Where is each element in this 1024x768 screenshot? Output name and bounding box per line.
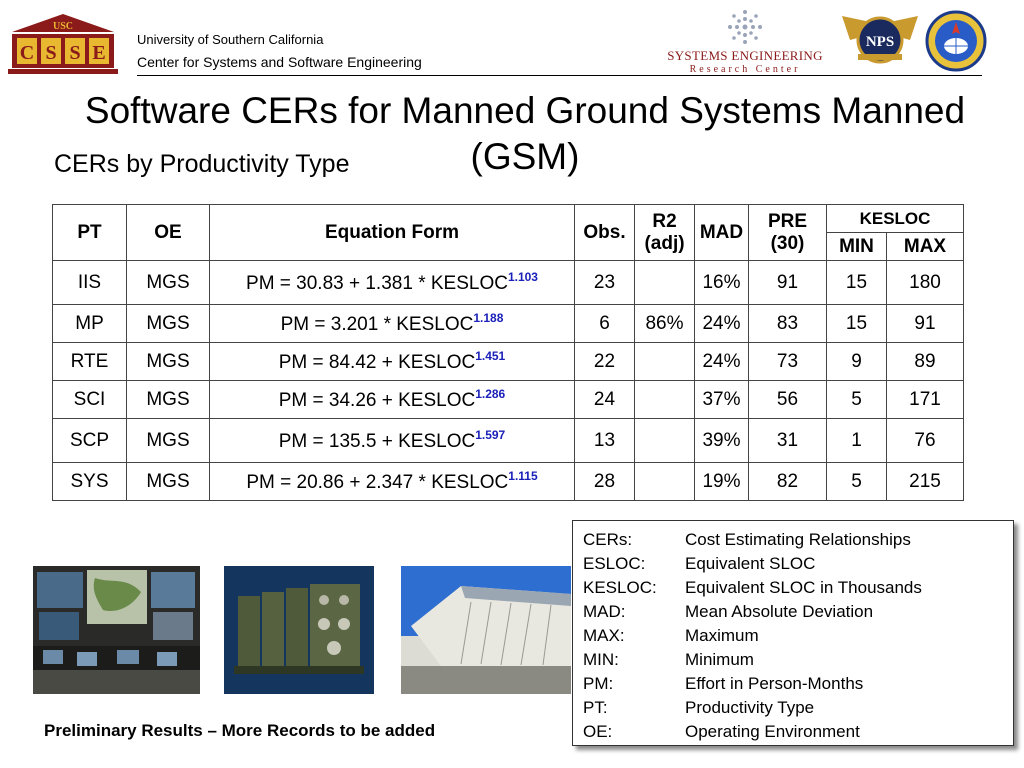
max-cell: 89 (887, 343, 964, 381)
header-r2 (635, 205, 695, 261)
r2-adj-cell (635, 463, 695, 501)
table-row (53, 381, 964, 419)
oe-cell: MGS (127, 381, 210, 419)
legend-item (583, 528, 1013, 552)
air-force-seal (925, 8, 987, 74)
serc-snowflake-icon (726, 8, 764, 46)
oe-cell: MGS (127, 343, 210, 381)
legend-item (583, 720, 1013, 744)
legend-abbreviation: CERs: (583, 530, 633, 549)
legend-definition: Maximum (685, 626, 759, 645)
legend-abbreviation: KESLOC: (583, 578, 657, 597)
obs-cell: 28 (575, 463, 635, 501)
equation-text: PM = 30.83 + 1.381 * KESLOC (246, 273, 508, 294)
header-pre-30: (30) (770, 232, 805, 254)
obs-cell: 22 (575, 343, 635, 381)
legend-abbreviation: PM: (583, 674, 614, 693)
oe-cell: MGS (127, 419, 210, 463)
legend-abbreviation: MIN: (583, 650, 619, 669)
equation-exponent: 1.286 (475, 387, 506, 401)
mad-cell: 19% (695, 463, 749, 501)
equation-exponent: 1.188 (473, 311, 504, 325)
legend-definition: Mean Absolute Deviation (685, 602, 874, 621)
legend-item (583, 600, 1013, 624)
min-cell: 15 (827, 305, 887, 343)
radio-equipment-photo (224, 566, 374, 694)
pt-cell: SCI (53, 381, 127, 419)
header-pt: PT (53, 205, 127, 261)
nps-logo-text: NPS (865, 34, 895, 50)
logo-letter-e: E (92, 42, 106, 64)
max-cell: 180 (887, 261, 964, 305)
legend-item (583, 696, 1013, 720)
pre-cell: 82 (749, 463, 827, 501)
vehicle-shelter-photo (401, 566, 571, 694)
legend-item (583, 576, 1013, 600)
pt-cell: RTE (53, 343, 127, 381)
r2-adj-cell (635, 261, 695, 305)
max-cell: 76 (887, 419, 964, 463)
r2-adj-cell: 86% (635, 305, 695, 343)
logo-usc-text: USC (52, 21, 74, 32)
min-cell: 9 (827, 343, 887, 381)
equation-text: PM = 3.201 * KESLOC (280, 314, 474, 335)
obs-cell: 6 (575, 305, 635, 343)
equation-cell (210, 419, 575, 463)
mad-cell: 37% (695, 381, 749, 419)
header-equation: Equation Form (210, 205, 575, 261)
equation-text: PM = 135.5 + KESLOC (278, 431, 476, 452)
pt-cell: IIS (53, 261, 127, 305)
logo-letter-c: C (19, 42, 35, 64)
header-divider (137, 75, 982, 76)
r2-adj-cell (635, 381, 695, 419)
legend-definition: Operating Environment (685, 722, 860, 741)
equation-exponent: 1.103 (507, 270, 538, 284)
table-row (53, 261, 964, 305)
preliminary-results-note: Preliminary Results – More Records to be added (44, 721, 436, 740)
equation-exponent: 1.451 (475, 349, 506, 363)
legend-abbreviation: OE: (583, 722, 613, 741)
legend-definition: Effort in Person-Months (685, 674, 864, 693)
header-kesloc: KESLOC (827, 205, 964, 233)
legend-item (583, 672, 1013, 696)
header-pre-label: PRE (767, 210, 808, 232)
equation-text: PM = 34.26 + KESLOC (278, 390, 476, 411)
header-r2-label: R2 (652, 210, 677, 232)
mad-cell: 39% (695, 419, 749, 463)
equation-cell (210, 381, 575, 419)
header-text (137, 30, 422, 72)
min-cell: 15 (827, 261, 887, 305)
table-row (53, 419, 964, 463)
equation-cell (210, 305, 575, 343)
equation-cell (210, 343, 575, 381)
nps-logo (840, 10, 920, 68)
pre-cell: 73 (749, 343, 827, 381)
r2-adj-cell (635, 419, 695, 463)
legend-item (583, 624, 1013, 648)
serc-subtitle: Research Center (689, 64, 801, 75)
equation-exponent: 1.115 (508, 469, 538, 483)
center-name: Center for Systems and Software Engineering (137, 54, 422, 70)
min-cell: 1 (827, 419, 887, 463)
mad-cell: 24% (695, 305, 749, 343)
cer-table (52, 204, 964, 501)
mad-cell: 24% (695, 343, 749, 381)
csse-logo (8, 12, 118, 76)
header-mad: MAD (695, 205, 749, 261)
legend-definition: Cost Estimating Relationships (685, 530, 911, 549)
pre-cell: 31 (749, 419, 827, 463)
university-name: University of Southern California (137, 32, 324, 47)
max-cell: 171 (887, 381, 964, 419)
pt-cell: SCP (53, 419, 127, 463)
equation-exponent: 1.597 (475, 428, 506, 442)
page-title: Software CERs for Manned Ground Systems Manned (GSM) (84, 90, 966, 177)
equation-cell (210, 261, 575, 305)
table-row (53, 343, 964, 381)
control-room-photo (33, 566, 200, 694)
oe-cell: MGS (127, 463, 210, 501)
obs-cell: 13 (575, 419, 635, 463)
max-cell: 91 (887, 305, 964, 343)
oe-cell: MGS (127, 305, 210, 343)
min-cell: 5 (827, 463, 887, 501)
page-subtitle: CERs by Productivity Type (54, 150, 350, 178)
mad-cell: 16% (695, 261, 749, 305)
header-max: MAX (887, 233, 964, 261)
equation-text: PM = 84.42 + KESLOC (278, 352, 476, 373)
r2-adj-cell (635, 343, 695, 381)
equation-cell (210, 463, 575, 501)
legend-definition: Equivalent SLOC (685, 554, 816, 573)
legend-item (583, 552, 1013, 576)
oe-cell: MGS (127, 261, 210, 305)
abbreviations-legend (572, 520, 1014, 746)
header-r2-adj: (adj) (644, 232, 685, 254)
header-obs: Obs. (575, 205, 635, 261)
legend-definition: Minimum (685, 650, 754, 669)
logo-letter-s2: S (69, 42, 81, 64)
serc-title: SYSTEMS ENGINEERING (667, 48, 823, 63)
pre-cell: 83 (749, 305, 827, 343)
min-cell: 5 (827, 381, 887, 419)
max-cell: 215 (887, 463, 964, 501)
legend-abbreviation: MAX: (583, 626, 625, 645)
obs-cell: 23 (575, 261, 635, 305)
obs-cell: 24 (575, 381, 635, 419)
cer-table-body (53, 261, 964, 501)
header-pre (749, 205, 827, 261)
legend-definition: Equivalent SLOC in Thousands (685, 578, 922, 597)
legend-abbreviation: MAD: (583, 602, 626, 621)
table-row (53, 463, 964, 501)
legend-abbreviation: PT: (583, 698, 608, 717)
logo-letter-s1: S (45, 42, 57, 64)
legend-definition: Productivity Type (685, 698, 815, 717)
pre-cell: 91 (749, 261, 827, 305)
pt-cell: MP (53, 305, 127, 343)
header-min: MIN (827, 233, 887, 261)
legend-item (583, 648, 1013, 672)
header-oe: OE (127, 205, 210, 261)
serc-logo (660, 8, 830, 74)
pt-cell: SYS (53, 463, 127, 501)
pre-cell: 56 (749, 381, 827, 419)
table-row (53, 305, 964, 343)
equation-text: PM = 20.86 + 2.347 * KESLOC (246, 472, 509, 493)
legend-abbreviation: ESLOC: (583, 554, 646, 573)
